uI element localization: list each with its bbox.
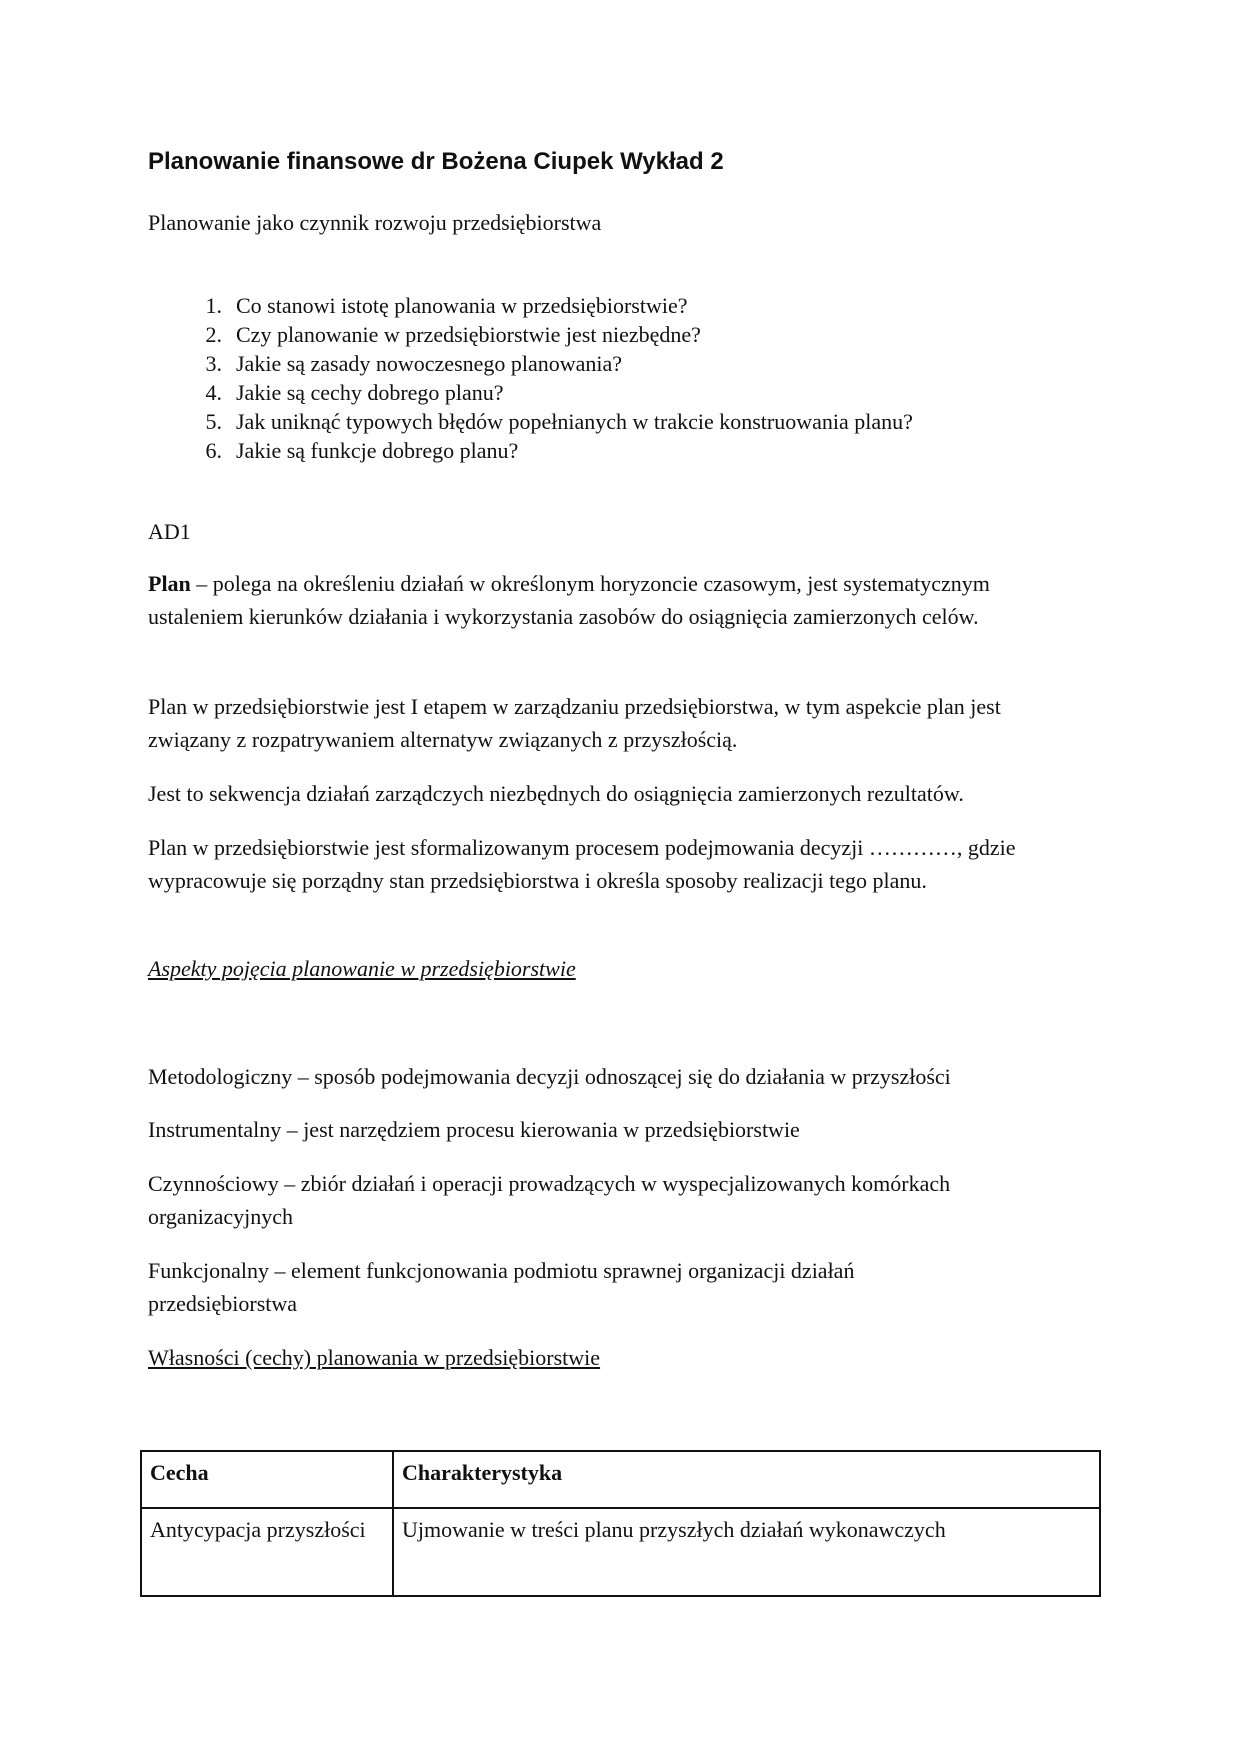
table-cell: Antycypacja przyszłości (141, 1508, 393, 1596)
section-label-ad1: AD1 (148, 519, 191, 544)
aspect-instrumental: Instrumentalny – jest narzędziem procesu kierowania w przedsiębiorstwie (148, 1117, 800, 1142)
list-item-text: Co stanowi istotę planowania w przedsiębiorstwie? (236, 293, 688, 318)
list-item (148, 291, 913, 320)
list-number: 2. (205, 322, 222, 347)
list-item (148, 407, 913, 436)
table-cell: Ujmowanie w treści planu przyszłych działań wykonawczych (393, 1508, 1100, 1596)
table-header-cecha: Cecha (141, 1451, 393, 1508)
list-item-text: Czy planowanie w przedsiębiorstwie jest niezbędne? (236, 322, 701, 347)
questions-list (148, 291, 913, 465)
paragraph-formalized-process: Plan w przedsiębiorstwie jest sformalizowanym procesem podejmowania decyzji …………, gdzie wypracowuje się porządny stan przedsiębiorstwa i określa sposoby realizacji tego planu. (148, 835, 1016, 893)
table-header-charakterystyka: Charakterystyka (393, 1451, 1100, 1508)
document-title: Planowanie finansowe dr Bożena Ciupek Wykład 2 (148, 148, 724, 175)
list-item (148, 349, 913, 378)
document-subtitle: Planowanie jako czynnik rozwoju przedsiębiorstwa (148, 210, 602, 235)
aspects-heading: Aspekty pojęcia planowanie w przedsiębiorstwie (148, 956, 576, 981)
list-item-text: Jakie są cechy dobrego planu? (236, 380, 504, 405)
table-header-row (141, 1451, 1100, 1508)
table-row (141, 1508, 1100, 1596)
list-number: 3. (205, 351, 222, 376)
list-number: 6. (205, 438, 222, 463)
plan-definition (148, 567, 1078, 633)
list-item (148, 378, 913, 407)
paragraph-sequence: Jest to sekwencja działań zarządczych niezbędnych do osiągnięcia zamierzonych rezultatów. (148, 781, 964, 806)
paragraph-stage: Plan w przedsiębiorstwie jest I etapem w zarządzaniu przedsiębiorstwa, w tym aspekcie plan jest związany z rozpatrywaniem alternatyw związanych z przyszłością. (148, 694, 1001, 752)
list-item-text: Jakie są zasady nowoczesnego planowania? (236, 351, 623, 376)
features-heading: Własności (cechy) planowania w przedsiębiorstwie (148, 1345, 601, 1370)
list-number: 5. (205, 409, 222, 434)
list-number: 1. (205, 293, 222, 318)
list-item-text: Jak uniknąć typowych błędów popełnianych w trakcie konstruowania planu? (236, 409, 913, 434)
list-item-text: Jakie są funkcje dobrego planu? (236, 438, 519, 463)
aspect-functional: Funkcjonalny – element funkcjonowania podmiotu sprawnej organizacji działań przedsiębiorstwa (148, 1258, 855, 1316)
plan-term: Plan (148, 571, 191, 596)
aspect-activity: Czynnościowy – zbiór działań i operacji prowadzących w wyspecjalizowanych komórkach organizacyjnych (148, 1171, 951, 1229)
list-item (148, 436, 913, 465)
features-table (140, 1450, 1101, 1597)
plan-definition-text: – polega na określeniu działań w określonym horyzoncie czasowym, jest systematycznym ustaleniem kierunków działania i wykorzystania zasobów do osiągnięcia zamierzonych celów. (148, 571, 990, 629)
aspect-methodological: Metodologiczny – sposób podejmowania decyzji odnoszącej się do działania w przyszłości (148, 1064, 951, 1089)
list-number: 4. (205, 380, 222, 405)
list-item (148, 320, 913, 349)
